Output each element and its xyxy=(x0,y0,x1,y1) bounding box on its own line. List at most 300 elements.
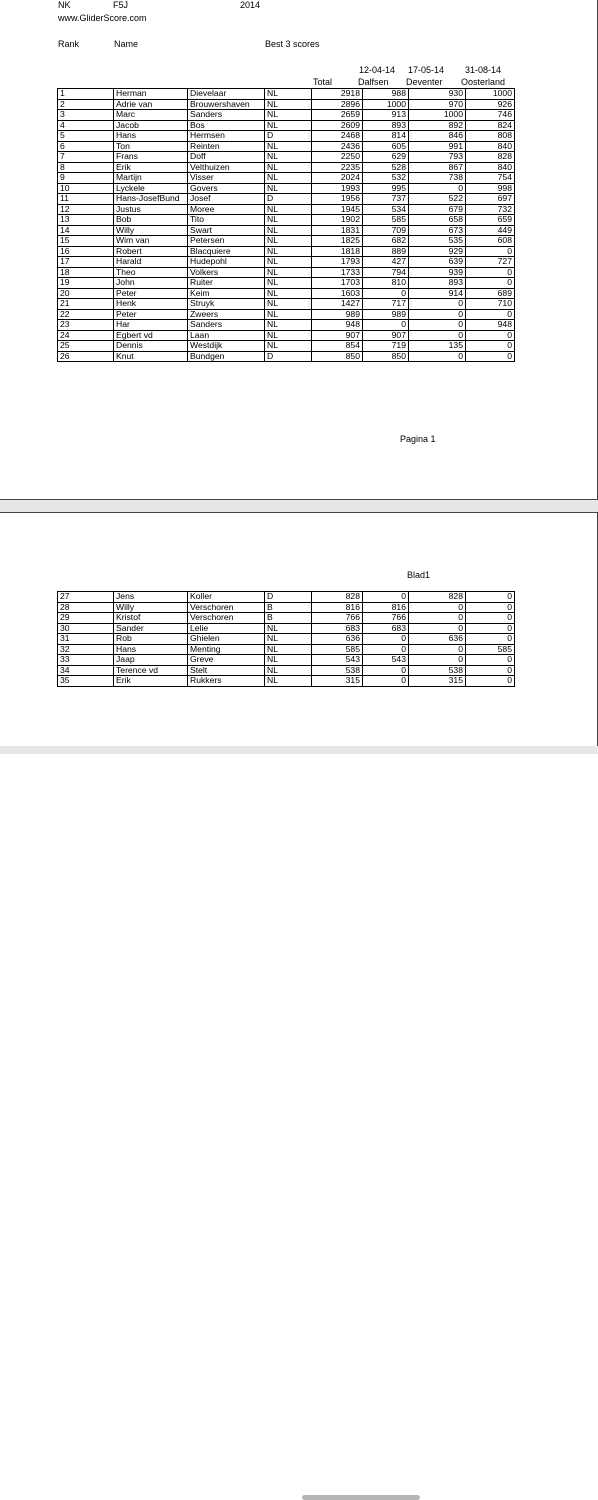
last-name-cell: Doff xyxy=(188,152,265,163)
rank-cell: 30 xyxy=(58,623,114,634)
first-name-cell: Peter xyxy=(114,288,188,299)
country-cell: NL xyxy=(265,330,312,341)
page-number: Pagina 1 xyxy=(400,434,436,444)
score-deventer-cell: 867 xyxy=(409,162,466,173)
first-name-cell: Willy xyxy=(114,225,188,236)
total-cell: 543 xyxy=(312,655,363,666)
table-row xyxy=(58,330,515,341)
first-name-cell: Herman xyxy=(114,89,188,100)
score-oosterland-cell: 926 xyxy=(466,99,515,110)
score-oosterland-cell: 0 xyxy=(466,665,515,676)
table-row xyxy=(58,592,515,603)
total-cell: 907 xyxy=(312,330,363,341)
last-name-cell: Laan xyxy=(188,330,265,341)
table-row xyxy=(58,236,515,247)
rank-cell: 28 xyxy=(58,602,114,613)
score-dalfsen-cell: 850 xyxy=(363,351,409,362)
score-oosterland-cell: 0 xyxy=(466,351,515,362)
first-name-cell: Egbert vd xyxy=(114,330,188,341)
rank-cell: 12 xyxy=(58,204,114,215)
last-name-cell: Moree xyxy=(188,204,265,215)
venue-3: Oosterland xyxy=(461,77,506,87)
last-name-cell: Zweers xyxy=(188,309,265,320)
rank-cell: 5 xyxy=(58,131,114,142)
country-cell: NL xyxy=(265,320,312,331)
rank-cell: 32 xyxy=(58,644,114,655)
last-name-cell: Ghielen xyxy=(188,634,265,645)
table-row xyxy=(58,676,515,687)
score-deventer-cell: 0 xyxy=(409,623,466,634)
first-name-cell: Harald xyxy=(114,257,188,268)
rank-cell: 19 xyxy=(58,278,114,289)
table-row xyxy=(58,246,515,257)
score-deventer-cell: 315 xyxy=(409,676,466,687)
last-name-cell: Lelie xyxy=(188,623,265,634)
score-oosterland-cell: 0 xyxy=(466,330,515,341)
score-oosterland-cell: 0 xyxy=(466,592,515,603)
results-table xyxy=(57,88,515,362)
first-name-cell: Erik xyxy=(114,162,188,173)
table-row xyxy=(58,665,515,676)
score-deventer-cell: 658 xyxy=(409,215,466,226)
score-oosterland-cell: 754 xyxy=(466,173,515,184)
score-dalfsen-cell: 683 xyxy=(363,623,409,634)
first-name-cell: Kristof xyxy=(114,613,188,624)
last-name-cell: Hermsen xyxy=(188,131,265,142)
country-cell: NL xyxy=(265,89,312,100)
country-cell: NL xyxy=(265,110,312,121)
rank-cell: 10 xyxy=(58,183,114,194)
first-name-cell: Hans xyxy=(114,131,188,142)
score-deventer-cell: 535 xyxy=(409,236,466,247)
rank-header: Rank xyxy=(58,39,80,49)
rank-cell: 18 xyxy=(58,267,114,278)
country-cell: NL xyxy=(265,162,312,173)
score-oosterland-cell: 0 xyxy=(466,623,515,634)
last-name-cell: Velthuizen xyxy=(188,162,265,173)
total-cell: 1945 xyxy=(312,204,363,215)
table-row xyxy=(58,341,515,352)
country-cell: NL xyxy=(265,246,312,257)
rank-cell: 26 xyxy=(58,351,114,362)
table-row xyxy=(58,288,515,299)
last-name-cell: Sanders xyxy=(188,110,265,121)
country-cell: NL xyxy=(265,215,312,226)
score-deventer-cell: 0 xyxy=(409,613,466,624)
score-dalfsen-cell: 709 xyxy=(363,225,409,236)
score-oosterland-cell: 0 xyxy=(466,278,515,289)
total-cell: 2250 xyxy=(312,152,363,163)
score-oosterland-cell: 0 xyxy=(466,341,515,352)
name-header: Name xyxy=(114,39,139,49)
score-deventer-cell: 738 xyxy=(409,173,466,184)
score-oosterland-cell: 449 xyxy=(466,225,515,236)
rank-cell: 20 xyxy=(58,288,114,299)
first-name-cell: Henk xyxy=(114,299,188,310)
rank-cell: 21 xyxy=(58,299,114,310)
rank-cell: 17 xyxy=(58,257,114,268)
score-deventer-cell: 893 xyxy=(409,278,466,289)
total-cell: 2436 xyxy=(312,141,363,152)
total-cell: 636 xyxy=(312,634,363,645)
rank-cell: 27 xyxy=(58,592,114,603)
last-name-cell: Volkers xyxy=(188,267,265,278)
score-deventer-cell: 939 xyxy=(409,267,466,278)
table-row xyxy=(58,623,515,634)
country-cell: NL xyxy=(265,236,312,247)
scrollbar-thumb[interactable] xyxy=(302,1495,420,1500)
rank-cell: 8 xyxy=(58,162,114,173)
last-name-cell: Swart xyxy=(188,225,265,236)
last-name-cell: Bos xyxy=(188,120,265,131)
total-cell: 1793 xyxy=(312,257,363,268)
score-oosterland-cell: 710 xyxy=(466,299,515,310)
score-deventer-cell: 538 xyxy=(409,665,466,676)
score-dalfsen-cell: 0 xyxy=(363,592,409,603)
country-cell: NL xyxy=(265,267,312,278)
country-cell: NL xyxy=(265,634,312,645)
score-deventer-cell: 639 xyxy=(409,257,466,268)
horizontal-scrollbar[interactable] xyxy=(0,746,598,754)
score-deventer-cell: 793 xyxy=(409,152,466,163)
score-deventer-cell: 0 xyxy=(409,644,466,655)
score-oosterland-cell: 998 xyxy=(466,183,515,194)
date-3: 31-08-14 xyxy=(465,65,502,75)
first-name-cell: Hans-JosefBund xyxy=(114,194,188,205)
score-deventer-cell: 522 xyxy=(409,194,466,205)
country-cell: NL xyxy=(265,204,312,215)
score-deventer-cell: 0 xyxy=(409,183,466,194)
score-oosterland-cell: 948 xyxy=(466,320,515,331)
first-name-cell: Erik xyxy=(114,676,188,687)
score-dalfsen-cell: 995 xyxy=(363,183,409,194)
score-deventer-cell: 0 xyxy=(409,320,466,331)
score-deventer-cell: 135 xyxy=(409,341,466,352)
total-cell: 828 xyxy=(312,592,363,603)
score-oosterland-cell: 808 xyxy=(466,131,515,142)
last-name-cell: Koller xyxy=(188,592,265,603)
score-oosterland-cell: 608 xyxy=(466,236,515,247)
first-name-cell: Ton xyxy=(114,141,188,152)
country-cell: B xyxy=(265,602,312,613)
score-dalfsen-cell: 0 xyxy=(363,634,409,645)
best-scores-header: Best 3 scores xyxy=(265,39,320,49)
first-name-cell: Bob xyxy=(114,215,188,226)
first-name-cell: Jens xyxy=(114,592,188,603)
total-cell: 538 xyxy=(312,665,363,676)
last-name-cell: Ruiter xyxy=(188,278,265,289)
table-row xyxy=(58,351,515,362)
rank-cell: 6 xyxy=(58,141,114,152)
score-oosterland-cell: 0 xyxy=(466,655,515,666)
score-deventer-cell: 636 xyxy=(409,634,466,645)
score-oosterland-cell: 840 xyxy=(466,162,515,173)
country-cell: D xyxy=(265,194,312,205)
year-label: 2014 xyxy=(240,0,261,10)
score-deventer-cell: 0 xyxy=(409,602,466,613)
score-oosterland-cell: 697 xyxy=(466,194,515,205)
total-cell: 816 xyxy=(312,602,363,613)
country-cell: NL xyxy=(265,173,312,184)
table-row xyxy=(58,99,515,110)
score-oosterland-cell: 0 xyxy=(466,246,515,257)
first-name-cell: Marc xyxy=(114,110,188,121)
rank-cell: 13 xyxy=(58,215,114,226)
country-cell: NL xyxy=(265,299,312,310)
rank-cell: 15 xyxy=(58,236,114,247)
score-dalfsen-cell: 766 xyxy=(363,613,409,624)
table-row xyxy=(58,602,515,613)
score-dalfsen-cell: 989 xyxy=(363,309,409,320)
last-name-cell: Blacquiere xyxy=(188,246,265,257)
rank-cell: 25 xyxy=(58,341,114,352)
score-dalfsen-cell: 737 xyxy=(363,194,409,205)
score-dalfsen-cell: 528 xyxy=(363,162,409,173)
first-name-cell: Frans xyxy=(114,152,188,163)
rank-cell: 33 xyxy=(58,655,114,666)
rank-cell: 34 xyxy=(58,665,114,676)
score-deventer-cell: 991 xyxy=(409,141,466,152)
score-oosterland-cell: 1000 xyxy=(466,89,515,100)
table-row xyxy=(58,225,515,236)
last-name-cell: Tito xyxy=(188,215,265,226)
country-cell: NL xyxy=(265,655,312,666)
table-row xyxy=(58,634,515,645)
country-cell: NL xyxy=(265,644,312,655)
table-row xyxy=(58,131,515,142)
table-row xyxy=(58,194,515,205)
table-row xyxy=(58,120,515,131)
score-oosterland-cell: 0 xyxy=(466,267,515,278)
score-oosterland-cell: 689 xyxy=(466,288,515,299)
score-dalfsen-cell: 0 xyxy=(363,676,409,687)
score-deventer-cell: 828 xyxy=(409,592,466,603)
total-cell: 1993 xyxy=(312,183,363,194)
first-name-cell: Sander xyxy=(114,623,188,634)
total-cell: 2468 xyxy=(312,131,363,142)
date-1: 12-04-14 xyxy=(359,65,396,75)
last-name-cell: Dievelaar xyxy=(188,89,265,100)
last-name-cell: Menting xyxy=(188,644,265,655)
first-name-cell: Justus xyxy=(114,204,188,215)
score-oosterland-cell: 659 xyxy=(466,215,515,226)
last-name-cell: Reinten xyxy=(188,141,265,152)
score-dalfsen-cell: 913 xyxy=(363,110,409,121)
venue-2: Deventer xyxy=(406,77,443,87)
last-name-cell: Bundgen xyxy=(188,351,265,362)
score-deventer-cell: 679 xyxy=(409,204,466,215)
score-deventer-cell: 846 xyxy=(409,131,466,142)
table-row xyxy=(58,309,515,320)
first-name-cell: Theo xyxy=(114,267,188,278)
table-row xyxy=(58,267,515,278)
first-name-cell: Adrie van xyxy=(114,99,188,110)
score-dalfsen-cell: 0 xyxy=(363,288,409,299)
table-row xyxy=(58,644,515,655)
website-label: www.GliderScore.com xyxy=(58,13,147,23)
score-dalfsen-cell: 534 xyxy=(363,204,409,215)
total-cell: 1831 xyxy=(312,225,363,236)
first-name-cell: Robert xyxy=(114,246,188,257)
score-oosterland-cell: 732 xyxy=(466,204,515,215)
last-name-cell: Verschoren xyxy=(188,602,265,613)
sheet-name: Blad1 xyxy=(407,570,431,580)
first-name-cell: Martijn xyxy=(114,173,188,184)
total-cell: 948 xyxy=(312,320,363,331)
table-row xyxy=(58,613,515,624)
total-cell: 585 xyxy=(312,644,363,655)
score-oosterland-cell: 828 xyxy=(466,152,515,163)
country-cell: D xyxy=(265,592,312,603)
total-cell: 683 xyxy=(312,623,363,634)
table-row xyxy=(58,173,515,184)
country-cell: NL xyxy=(265,225,312,236)
country-cell: NL xyxy=(265,341,312,352)
total-cell: 989 xyxy=(312,309,363,320)
table-row xyxy=(58,183,515,194)
table-row xyxy=(58,89,515,100)
rank-cell: 24 xyxy=(58,330,114,341)
country-cell: NL xyxy=(265,288,312,299)
last-name-cell: Greve xyxy=(188,655,265,666)
rank-cell: 22 xyxy=(58,309,114,320)
last-name-cell: Josef xyxy=(188,194,265,205)
rank-cell: 35 xyxy=(58,676,114,687)
country-cell: NL xyxy=(265,278,312,289)
score-oosterland-cell: 0 xyxy=(466,309,515,320)
total-cell: 1818 xyxy=(312,246,363,257)
country-cell: NL xyxy=(265,623,312,634)
country-cell: NL xyxy=(265,141,312,152)
table-row xyxy=(58,320,515,331)
score-dalfsen-cell: 794 xyxy=(363,267,409,278)
score-dalfsen-cell: 532 xyxy=(363,173,409,184)
last-name-cell: Petersen xyxy=(188,236,265,247)
class-label: F5J xyxy=(113,0,129,10)
country-cell: NL xyxy=(265,99,312,110)
score-deventer-cell: 673 xyxy=(409,225,466,236)
country-cell: NL xyxy=(265,120,312,131)
nk-label: NK xyxy=(58,0,71,10)
total-cell: 1902 xyxy=(312,215,363,226)
rank-cell: 29 xyxy=(58,613,114,624)
score-dalfsen-cell: 682 xyxy=(363,236,409,247)
total-cell: 850 xyxy=(312,351,363,362)
score-dalfsen-cell: 0 xyxy=(363,320,409,331)
first-name-cell: Har xyxy=(114,320,188,331)
last-name-cell: Keim xyxy=(188,288,265,299)
country-cell: NL xyxy=(265,665,312,676)
score-dalfsen-cell: 988 xyxy=(363,89,409,100)
total-cell: 1825 xyxy=(312,236,363,247)
score-dalfsen-cell: 816 xyxy=(363,602,409,613)
total-cell: 315 xyxy=(312,676,363,687)
last-name-cell: Stelt xyxy=(188,665,265,676)
score-oosterland-cell: 0 xyxy=(466,676,515,687)
country-cell: NL xyxy=(265,676,312,687)
score-oosterland-cell: 0 xyxy=(466,634,515,645)
first-name-cell: Knut xyxy=(114,351,188,362)
total-cell: 2659 xyxy=(312,110,363,121)
last-name-cell: Visser xyxy=(188,173,265,184)
score-deventer-cell: 0 xyxy=(409,309,466,320)
score-dalfsen-cell: 0 xyxy=(363,644,409,655)
table-row xyxy=(58,299,515,310)
rank-cell: 7 xyxy=(58,152,114,163)
table-row xyxy=(58,655,515,666)
table-row xyxy=(58,110,515,121)
score-oosterland-cell: 0 xyxy=(466,613,515,624)
total-cell: 1733 xyxy=(312,267,363,278)
total-cell: 2918 xyxy=(312,89,363,100)
score-dalfsen-cell: 907 xyxy=(363,330,409,341)
country-cell: D xyxy=(265,131,312,142)
score-oosterland-cell: 824 xyxy=(466,120,515,131)
rank-cell: 14 xyxy=(58,225,114,236)
last-name-cell: Westdijk xyxy=(188,341,265,352)
country-cell: NL xyxy=(265,152,312,163)
first-name-cell: Hans xyxy=(114,644,188,655)
score-deventer-cell: 892 xyxy=(409,120,466,131)
last-name-cell: Brouwershaven xyxy=(188,99,265,110)
first-name-cell: Terence vd xyxy=(114,665,188,676)
total-cell: 766 xyxy=(312,613,363,624)
score-dalfsen-cell: 719 xyxy=(363,341,409,352)
score-dalfsen-cell: 605 xyxy=(363,141,409,152)
total-cell: 2896 xyxy=(312,99,363,110)
table-row xyxy=(58,204,515,215)
total-cell: 1427 xyxy=(312,299,363,310)
score-deventer-cell: 0 xyxy=(409,351,466,362)
first-name-cell: Lyckele xyxy=(114,183,188,194)
first-name-cell: Jacob xyxy=(114,120,188,131)
country-cell: NL xyxy=(265,309,312,320)
first-name-cell: Rob xyxy=(114,634,188,645)
score-dalfsen-cell: 543 xyxy=(363,655,409,666)
score-oosterland-cell: 585 xyxy=(466,644,515,655)
score-deventer-cell: 0 xyxy=(409,655,466,666)
score-dalfsen-cell: 1000 xyxy=(363,99,409,110)
rank-cell: 11 xyxy=(58,194,114,205)
rank-cell: 31 xyxy=(58,634,114,645)
last-name-cell: Verschoren xyxy=(188,613,265,624)
last-name-cell: Hudepohl xyxy=(188,257,265,268)
score-deventer-cell: 929 xyxy=(409,246,466,257)
score-deventer-cell: 970 xyxy=(409,99,466,110)
first-name-cell: John xyxy=(114,278,188,289)
rank-cell: 16 xyxy=(58,246,114,257)
total-cell: 2235 xyxy=(312,162,363,173)
score-deventer-cell: 930 xyxy=(409,89,466,100)
country-cell: B xyxy=(265,613,312,624)
total-header: Total xyxy=(313,77,333,87)
score-dalfsen-cell: 893 xyxy=(363,120,409,131)
rank-cell: 1 xyxy=(58,89,114,100)
score-dalfsen-cell: 0 xyxy=(363,665,409,676)
first-name-cell: Wim van xyxy=(114,236,188,247)
score-dalfsen-cell: 889 xyxy=(363,246,409,257)
total-cell: 854 xyxy=(312,341,363,352)
score-oosterland-cell: 746 xyxy=(466,110,515,121)
results-table-continued xyxy=(57,591,515,687)
rank-cell: 3 xyxy=(58,110,114,121)
score-dalfsen-cell: 814 xyxy=(363,131,409,142)
page-1 xyxy=(0,0,598,500)
score-dalfsen-cell: 810 xyxy=(363,278,409,289)
table-row xyxy=(58,215,515,226)
last-name-cell: Rukkers xyxy=(188,676,265,687)
score-dalfsen-cell: 585 xyxy=(363,215,409,226)
